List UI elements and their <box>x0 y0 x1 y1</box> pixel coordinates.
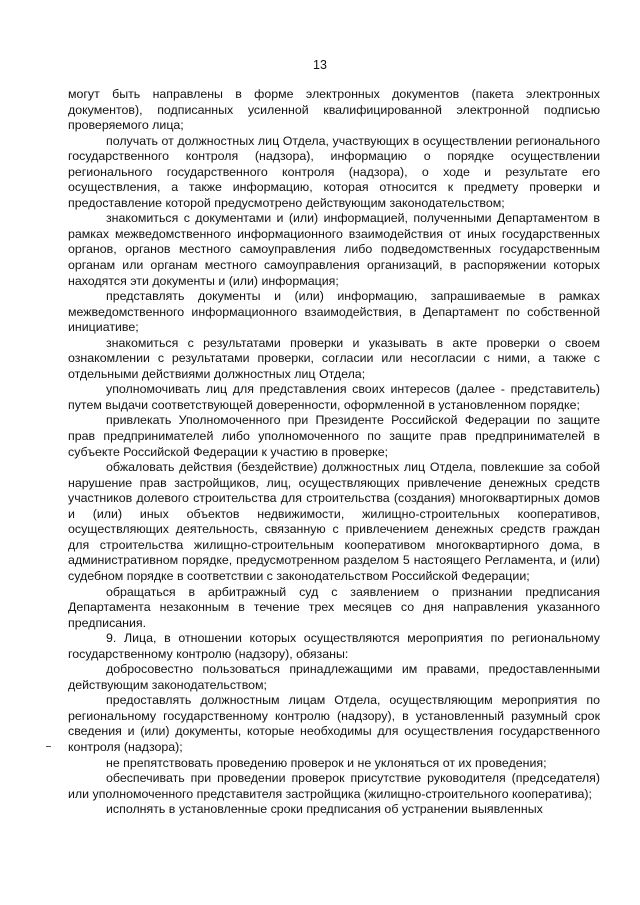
paragraph-submit-documents: представлять документы и (или) информацию, запрашиваемые в рамках межведомственного информационного взаимодействия, в Департамент по собственной инициативе; <box>68 289 600 335</box>
document-body <box>68 87 600 818</box>
page-number: 13 <box>313 58 327 72</box>
paragraph-review-documents: знакомиться с документами и (или) информацией, полученными Департаментом в рамках межведомственного информационного взаимодействия от иных государственных органов, органов местного самоуправления либо подведомственных государственным органам или органам местного самоуправления организаций, в распоряжении которых находятся эти документы и (или) информация; <box>68 211 600 288</box>
paragraph-involve-ombudsman: привлекать Уполномоченного при Президенте Российской Федерации по защите прав предпринимателей либо уполномоченного по защите прав предпринимателей в субъекте Российской Федерации к участию в проверке; <box>68 413 600 459</box>
paragraph-ensure-presence: обеспечивать при проведении проверок присутствие руководителя (председателя) или уполномоченного представителя застройщика (жилищно-строительного кооператива); <box>68 771 600 801</box>
paragraph-use-rights: добросовестно пользоваться принадлежащими им правами, предоставленными действующим законодательством; <box>68 662 600 692</box>
margin-mark <box>46 746 51 747</box>
paragraph-electronic-documents: могут быть направлены в форме электронных документов (пакета электронных документов), подписанных усиленной квалифицированной электронной подписью проверяемого лица; <box>68 87 600 133</box>
paragraph-appeal-actions: обжаловать действия (бездействие) должностных лиц Отдела, повлекшие за собой нарушение прав застройщиков, лиц, осуществляющих привлечение денежных средств участников долевого строительства для строительства (создания) многоквартирных домов и (или) иных объектов недвижимости, жилищно-строительных кооперативов, осуществляющих деятельность, связанную с привлечением денежных средств граждан для строительства жилищно-строительным кооперативом многоквартирного дома, в административном порядке, предусмотренном разделом 5 настоящего Регламента, и (или) судебном порядке в соответствии с законодательством Российской Федерации; <box>68 460 600 583</box>
paragraph-review-results: знакомиться с результатами проверки и указывать в акте проверки о своем ознакомлении с результатами проверки, согласии или несогласии с ними, а также с отдельными действиями должностных лиц Отдела; <box>68 335 600 381</box>
paragraph-arbitration-court: обращаться в арбитражный суд с заявлением о признании предписания Департамента незаконным в течение трех месяцев со дня направления указанного предписания. <box>68 584 600 630</box>
paragraph-section-9-obligations: 9. Лица, в отношении которых осуществляются мероприятия по региональному государственному контролю (надзору), обязаны: <box>68 631 600 661</box>
paragraph-authorize-representative: уполномочивать лиц для представления своих интересов (далее - представитель) путем выдачи соответствующей доверенности, оформленной в установленном порядке; <box>68 382 600 412</box>
paragraph-provide-documents: предоставлять должностным лицам Отдела, осуществляющим мероприятия по региональному государственному контролю (надзору), в установленный разумный срок сведения и (или) документы, которые необходимы для осуществления государственного контроля (надзора); <box>68 693 600 754</box>
paragraph-not-obstruct: не препятствовать проведению проверок и не уклоняться от их проведения; <box>106 755 547 770</box>
paragraph-execute-orders: исполнять в установленные сроки предписания об устранении выявленных <box>106 802 543 817</box>
paragraph-receive-information: получать от должностных лиц Отдела, участвующих в осуществлении регионального государственного контроля (надзора), информацию о порядке осуществлении регионального государственного контроля (надзора), о ходе и результате его осуществления, а также информацию, которая относится к предмету проверки и предоставление которой предусмотрено действующим законодательством; <box>68 133 600 210</box>
